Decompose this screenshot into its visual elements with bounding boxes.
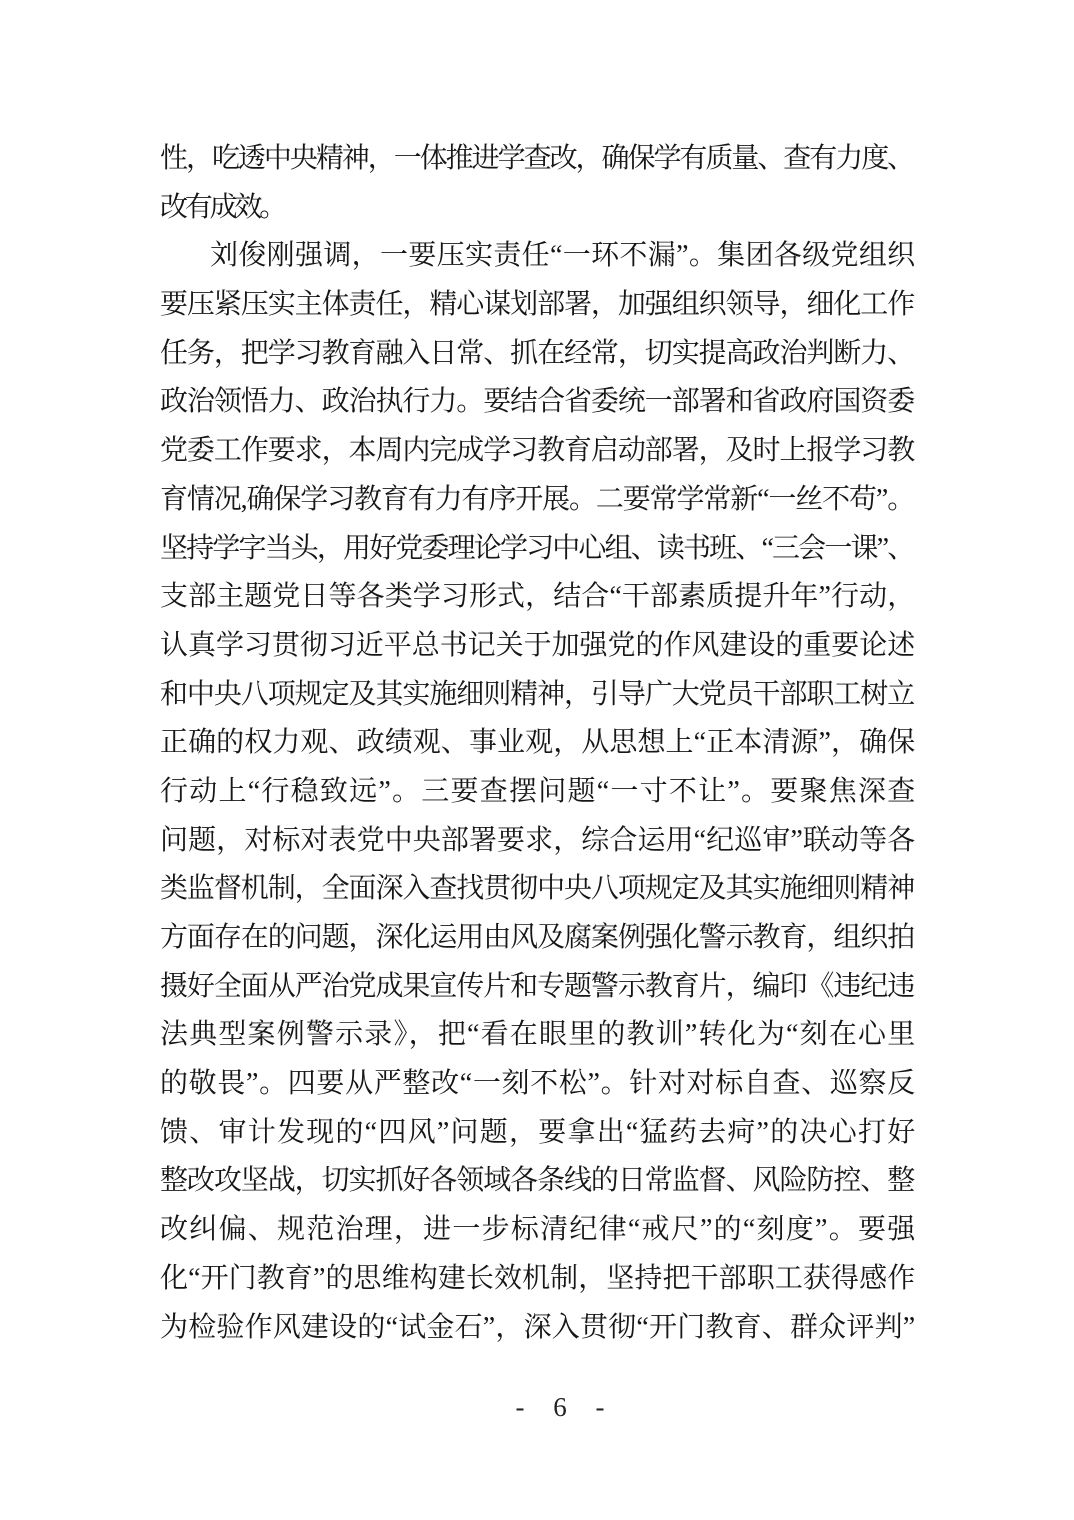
text-line: 党委工作要求，本周内完成学习教育启动部署，及时上报学习教 [160, 435, 912, 467]
text-line: 为检验作风建设的“试金石”，深入贯彻“开门教育、群众评判” [160, 1311, 912, 1343]
text-line: 性，吃透中央精神，一体推进学查改，确保学有质量、查有力度、 [160, 143, 912, 174]
text-line: 要压紧压实主体责任，精心谋划部署，加强组织领导，细化工作 [160, 289, 912, 321]
text-line: 刘俊刚强调，一要压实责任“一环不漏”。集团各级党组织 [210, 240, 912, 272]
document-body [160, 135, 912, 1352]
text-line: 馈、审计发现的“四风”问题，要拿出“猛药去疴”的决心打好 [160, 1116, 912, 1148]
text-line: 认真学习贯彻习近平总书记关于加强党的作风建设的重要论述 [160, 629, 912, 661]
text-line: 坚持学字当头，用好党委理论学习中心组、读书班、“三会一课”、 [160, 532, 912, 564]
text-line: 育情况,确保学习教育有力有序开展。二要常学常新“一丝不苟”。 [160, 483, 912, 515]
text-line: 改有成效。 [160, 191, 285, 223]
text-line: 类监督机制，全面深入查找贯彻中央八项规定及其实施细则精神 [160, 873, 912, 905]
text-line: 化“开门教育”的思维构建长效机制，坚持把干部职工获得感作 [160, 1262, 912, 1294]
text-line: 政治领悟力、政治执行力。要结合省委统一部署和省政府国资委 [160, 386, 912, 418]
text-line: 的敬畏”。四要从严整改“一刻不松”。针对对标自查、巡察反 [160, 1068, 912, 1100]
text-line: 支部主题党日等各类学习形式，结合“干部素质提升年”行动， [160, 581, 912, 613]
text-line: 法典型案例警示录》，把“看在眼里的教训”转化为“刻在心里 [160, 1019, 912, 1051]
text-line: 改纠偏、规范治理，进一步标清纪律“戒尺”的“刻度”。要强 [160, 1214, 912, 1246]
text-line: 问题，对标对表党中央部署要求，综合运用“纪巡审”联动等各 [160, 824, 912, 856]
text-line: 任务，把学习教育融入日常、抓在经常，切实提高政治判断力、 [160, 337, 912, 369]
text-line: 正确的权力观、政绩观、事业观，从思想上“正本清源”，确保 [160, 727, 912, 759]
text-line: 和中央八项规定及其实施细则精神，引导广大党员干部职工树立 [160, 678, 912, 710]
text-line: 方面存在的问题，深化运用由风及腐案例强化警示教育，组织拍 [160, 922, 912, 953]
text-line: 行动上“行稳致远”。三要查摆问题“一寸不让”。要聚焦深查 [160, 775, 912, 807]
text-line: 整改攻坚战，切实抓好各领域各条线的日常监督、风险防控、整 [160, 1165, 912, 1197]
page-number: - 6 - [515, 1392, 611, 1422]
text-line: 摄好全面从严治党成果宣传片和专题警示教育片，编印《违纪违 [160, 970, 912, 1002]
